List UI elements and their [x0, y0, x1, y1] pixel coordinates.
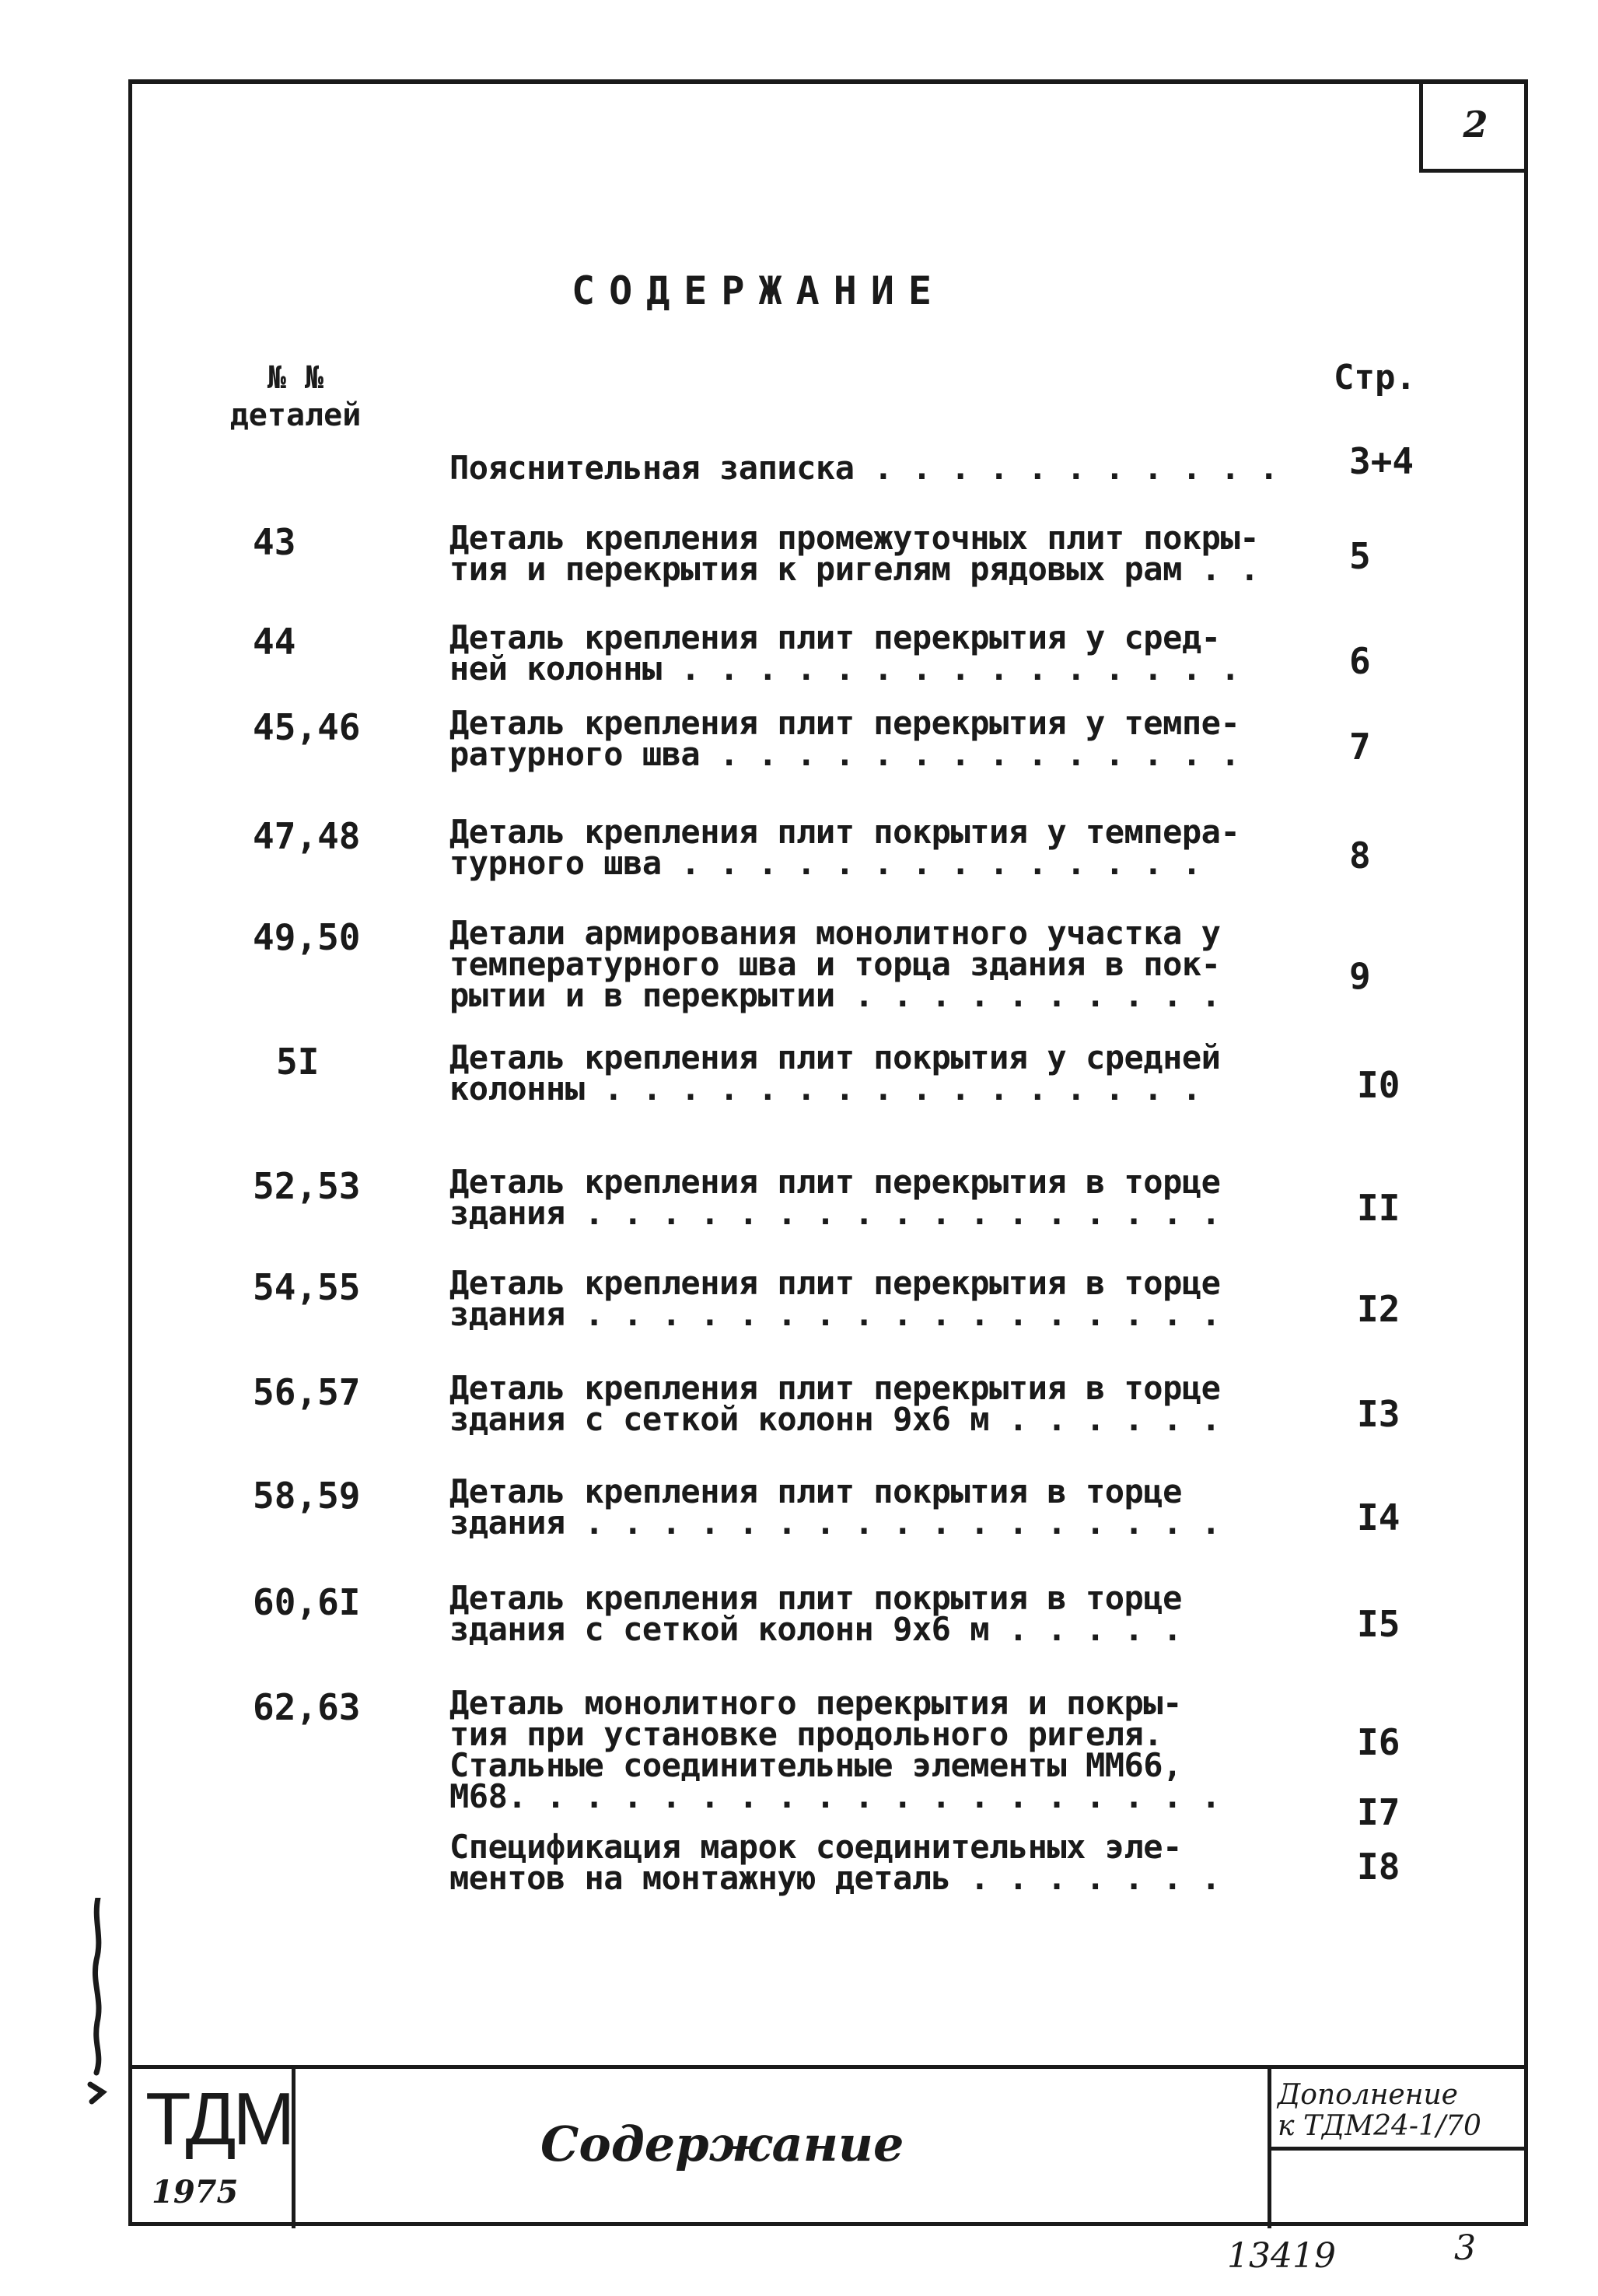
entry-page: I4	[1357, 1496, 1400, 1538]
logo-year: 1975	[152, 2174, 239, 2210]
entry-text: Деталь крепления плит перекрытия в торце здания с сеткой колонн 9х6 м . . . . . .	[449, 1369, 1221, 1438]
entry-text: Спецификация марок соединительных эле- ментов на монтажную деталь . . . . . . .	[449, 1828, 1221, 1897]
entry-number: 60,6I	[253, 1581, 361, 1623]
entry-number: 47,48	[253, 815, 361, 857]
sheet-number: 3	[1454, 2228, 1476, 2268]
entry-page: I8	[1357, 1846, 1400, 1888]
entry-page: 6	[1349, 640, 1371, 682]
entry-text: Пояснительная записка . . . . . . . . . . .	[449, 449, 1278, 487]
entry-text: Деталь крепления плит перекрытия у сред- ней колонны . . . . . . . . . . . . . . .	[449, 618, 1240, 688]
entry-number: 62,63	[253, 1686, 361, 1728]
entry-text: Деталь крепления плит покрытия у средней колонны . . . . . . . . . . . . . . . .	[449, 1038, 1221, 1108]
title-block-logo-cell	[128, 2069, 295, 2228]
entry-text: Деталь крепления плит перекрытия в торце здания . . . . . . . . . . . . . . . . .	[449, 1163, 1221, 1232]
entry-number: 5I	[276, 1041, 320, 1083]
entry-number: 58,59	[253, 1475, 361, 1517]
title-block-reference-cell	[1268, 2069, 1528, 2228]
margin-signature	[86, 1898, 109, 2108]
title-block-reference: Дополнение к ТДМ24-1/70	[1278, 2079, 1481, 2142]
entry-number: 49,50	[253, 916, 361, 958]
title-block	[128, 2065, 1528, 2228]
title-block-title: Содержание	[540, 2116, 904, 2172]
entry-text: Деталь монолитного перекрытия и покры- тия при установке продольного ригеля. Стальные соединительные элементы ММ66, М68. . . . . . . . . . . . . . . . . . .	[449, 1684, 1221, 1815]
entry-page: I3	[1357, 1393, 1400, 1435]
entry-number: 54,55	[253, 1266, 361, 1308]
entry-text: Деталь крепления плит покрытия в торце здания . . . . . . . . . . . . . . . . .	[449, 1472, 1221, 1542]
tdm-logo: ТДМ	[145, 2077, 292, 2161]
entry-text: Деталь крепления плит покрытия у темпера- турного шва . . . . . . . . . . . . . .	[449, 813, 1240, 882]
title-block-divider	[1271, 2147, 1528, 2151]
page-title: СОДЕРЖАНИЕ	[572, 268, 946, 313]
entry-page: 9	[1349, 955, 1371, 997]
entry-page: I5	[1357, 1603, 1400, 1645]
entry-page: 3+4	[1349, 440, 1414, 482]
entry-text: Деталь крепления плит покрытия в торце здания с сеткой колонн 9х6 м . . . . .	[449, 1579, 1182, 1648]
entry-text: Детали армирования монолитного участка у температурного шва и торца здания в пок- рытии и в перекрытии . . . . . . . . . .	[449, 914, 1221, 1014]
entry-text: Деталь крепления плит перекрытия у темпе- ратурного шва . . . . . . . . . . . . . .	[449, 704, 1240, 773]
entry-page: I2	[1357, 1288, 1400, 1330]
entry-text: Деталь крепления плит перекрытия в торце здания . . . . . . . . . . . . . . . . .	[449, 1264, 1221, 1333]
entry-page: 8	[1349, 835, 1371, 877]
entry-page: I6 I7	[1357, 1721, 1400, 1833]
entry-number: 52,53	[253, 1165, 361, 1207]
entry-number: 45,46	[253, 706, 361, 748]
entry-page: I0	[1357, 1064, 1400, 1106]
inventory-number: 13419	[1227, 2236, 1336, 2276]
page-column-header: Стр.	[1334, 358, 1416, 397]
entry-number: 43	[253, 521, 296, 563]
sheet-top-number: 2	[1463, 103, 1488, 145]
entry-page: 5	[1349, 535, 1371, 577]
entry-page: II	[1357, 1187, 1400, 1229]
entry-number: 56,57	[253, 1371, 361, 1413]
entry-page: 7	[1349, 726, 1371, 768]
entry-text: Деталь крепления промежуточных плит покры- тия и перекрытия к ригелям рядовых рам . .	[449, 519, 1260, 588]
entry-number: 44	[253, 621, 296, 663]
detail-number-column-header: № № деталей	[229, 360, 362, 433]
